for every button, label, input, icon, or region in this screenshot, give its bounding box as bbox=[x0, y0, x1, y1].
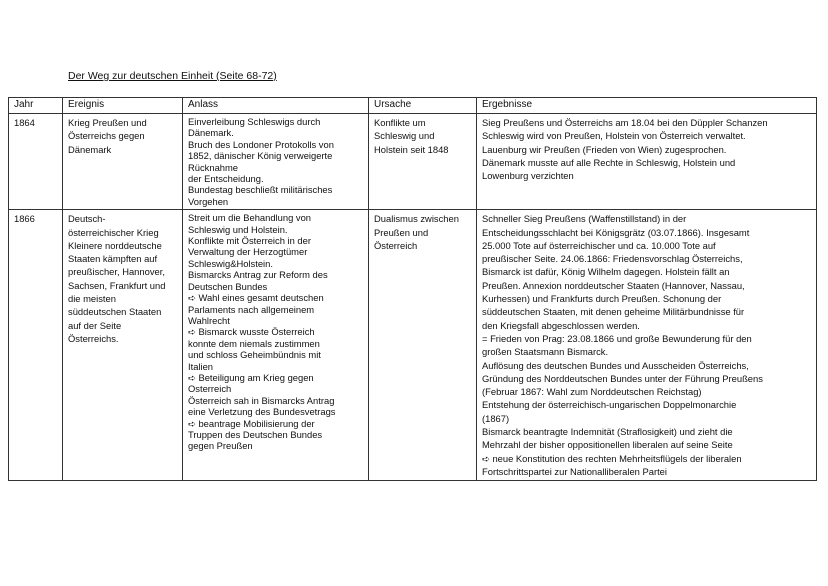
cell-anlass bbox=[183, 114, 369, 210]
cell-ergebnisse bbox=[477, 114, 817, 210]
cell-ereignis-line: Staaten kämpften auf bbox=[68, 253, 158, 265]
cell-ergebnisse-line: Schneller Sieg Preußens (Waffenstillstand) in der bbox=[482, 213, 687, 225]
cell-ergebnisse-line: ➪ neue Konstitution des rechten Mehrheitsflügels der liberalen bbox=[482, 452, 742, 464]
cell-ergebnisse-line: = Frieden von Prag: 23.08.1866 und große Bewunderung für den bbox=[482, 332, 752, 344]
cell-ergebnisse-line: Sieg Preußens und Österreichs am 18.04 bei den Düppler Schanzen bbox=[482, 117, 768, 128]
cell-anlass-line: Wahlrecht bbox=[188, 314, 230, 326]
cell-ergebnisse-line: Mehrzahl der bisher oppositionellen liberalen auf seine Seite bbox=[482, 439, 733, 451]
table-row bbox=[9, 114, 817, 210]
cell-ursache-line: Dualismus zwischen bbox=[374, 213, 459, 225]
cell-anlass-line: eine Verletzung des Bundesvetrags bbox=[188, 406, 336, 418]
cell-ergebnisse-line: Bismarck beantragte Indemnität (Straflosigkeit) und zieht die bbox=[482, 426, 733, 437]
cell-ursache-line: Schleswig und bbox=[374, 130, 435, 142]
cell-ursache-line: Preußen und bbox=[374, 226, 429, 238]
cell-ergebnisse-line: den Kriegsfall abgeschlossen werden. bbox=[482, 319, 640, 331]
cell-anlass-line: ➪ Beteiligung am Krieg gegen bbox=[188, 371, 314, 383]
cell-anlass-line: Vorgehen bbox=[188, 195, 229, 207]
cell-ergebnisse-line: Gründung des Norddeutschen Bundes unter der Führung Preußens bbox=[482, 372, 763, 384]
cell-anlass-line: und schloss Geheimbündnis mit bbox=[188, 349, 321, 361]
cell-ereignis-line: Österreichs. bbox=[68, 332, 119, 344]
cell-anlass-line: gegen Preußen bbox=[188, 440, 253, 452]
cell-anlass-line: ➪ beantrage Mobilisierung der bbox=[188, 417, 315, 429]
cell-ursache-line: Holstein seit 1848 bbox=[374, 143, 449, 155]
header-ursache: Ursache bbox=[369, 98, 477, 114]
cell-ergebnisse-line: Kurhessen) und Frankfurts durch Preußen. Schonung der bbox=[482, 293, 722, 305]
cell-anlass-line: konnte dem niemals zustimmen bbox=[188, 337, 320, 349]
cell-anlass-line: Rücknahme bbox=[188, 161, 239, 173]
cell-anlass-line: Einverleibung Schleswigs durch bbox=[188, 116, 321, 127]
cell-ereignis bbox=[63, 210, 183, 481]
cell-ergebnisse-line: preußischer Seite. 24.06.1866: Friedensvorschlag Österreichs, bbox=[482, 253, 743, 265]
cell-ereignis-line: Krieg Preußen und bbox=[68, 117, 147, 128]
cell-anlass-line: ➪ Bismarck wusste Österreich bbox=[188, 326, 315, 338]
cell-ergebnisse-line: Preußen. Annexion norddeutscher Staaten (Hannover, Nassau, bbox=[482, 279, 745, 291]
cell-anlass-line: Italien bbox=[188, 360, 214, 372]
header-anlass: Anlass bbox=[183, 98, 369, 114]
cell-ereignis-line: Österreichs gegen bbox=[68, 130, 145, 142]
cell-ergebnisse-line: Entstehung der österreichisch-ungarischen Doppelmonarchie bbox=[482, 399, 737, 411]
cell-ergebnisse-line: Bismarck ist dafür, König Wilhelm dagegen. Holstein fällt an bbox=[482, 266, 730, 278]
cell-ergebnisse-line: Schleswig wird von Preußen, Holstein von Österreich verwaltet. bbox=[482, 130, 746, 142]
cell-anlass-line: Parlaments nach allgemeinem bbox=[188, 303, 315, 315]
cell-anlass-line: Verwaltung der Herzogtümer bbox=[188, 246, 308, 258]
cell-ereignis-line: die meisten bbox=[68, 293, 116, 305]
cell-jahr-text: 1864 bbox=[14, 117, 35, 128]
page-title: Der Weg zur deutschen Einheit (Seite 68-72) bbox=[68, 70, 277, 82]
cell-ereignis bbox=[63, 114, 183, 210]
cell-ergebnisse-line: 25.000 Tote auf österreichischer und ca. 10.000 Tote auf bbox=[482, 239, 716, 251]
cell-ergebnisse-line: Entscheidungsschlacht bei Königsgrätz (03.07.1866). Insgesamt bbox=[482, 226, 750, 238]
cell-ergebnisse-line: Lauenburg wir Preußen (Frieden von Wien) zugesprochen. bbox=[482, 143, 727, 155]
cell-anlass-line: Österreich sah in Bismarcks Antrag bbox=[188, 394, 335, 406]
cell-anlass-line: Schleswig&Holstein. bbox=[188, 257, 273, 269]
header-jahr: Jahr bbox=[9, 98, 63, 114]
cell-ursache bbox=[369, 114, 477, 210]
cell-ereignis-line: süddeutschen Staaten bbox=[68, 306, 162, 318]
cell-anlass-line: Konflikte mit Österreich in der bbox=[188, 235, 311, 247]
cell-anlass-line: 1852, dänischer König verweigerte bbox=[188, 150, 333, 162]
cell-anlass-line: Dänemark. bbox=[188, 127, 234, 139]
cell-anlass-line: Deutschen Bundes bbox=[188, 280, 268, 292]
cell-anlass-line: Bismarcks Antrag zur Reform des bbox=[188, 269, 328, 281]
cell-jahr bbox=[9, 114, 63, 210]
cell-ereignis-line: österreichischer Krieg bbox=[68, 226, 159, 238]
cell-ergebnisse-line: Dänemark musste auf alle Rechte in Schleswig, Holstein und bbox=[482, 156, 736, 168]
cell-anlass-line: Osterreich bbox=[188, 383, 232, 395]
cell-ursache bbox=[369, 210, 477, 481]
cell-ursache-line: Österreich bbox=[374, 239, 418, 251]
cell-ergebnisse-line: süddeutschen Staaten, mit denen geheime Militärbundnisse für bbox=[482, 306, 745, 318]
cell-ergebnisse-line: (1867) bbox=[482, 412, 510, 424]
header-ereignis: Ereignis bbox=[63, 98, 183, 114]
cell-ereignis-line: Kleinere norddeutsche bbox=[68, 239, 162, 251]
cell-ereignis-line: Deutsch- bbox=[68, 213, 106, 225]
cell-anlass-line: Streit um die Behandlung von bbox=[188, 212, 311, 224]
cell-ergebnisse-line: Fortschrittspartei zur Nationalliberalen Partei bbox=[482, 465, 667, 477]
cell-ereignis-line: preußischer, Hannover, bbox=[68, 266, 165, 278]
cell-ergebnisse bbox=[477, 210, 817, 481]
history-table bbox=[8, 97, 817, 481]
cell-ursache-line: Konflikte um bbox=[374, 117, 426, 128]
cell-jahr bbox=[9, 210, 63, 481]
table-row bbox=[9, 210, 817, 481]
cell-jahr-text: 1866 bbox=[14, 213, 35, 225]
cell-anlass-line: der Entscheidung. bbox=[188, 173, 264, 185]
cell-anlass-line: Truppen des Deutschen Bundes bbox=[188, 428, 323, 440]
table-header-row bbox=[9, 98, 817, 114]
cell-anlass bbox=[183, 210, 369, 481]
cell-ereignis-line: Sachsen, Frankfurt und bbox=[68, 279, 166, 291]
cell-anlass-line: ➪ Wahl eines gesamt deutschen bbox=[188, 292, 324, 304]
cell-anlass-line: Bundestag beschließt militärisches bbox=[188, 184, 333, 196]
cell-ergebnisse-line: großen Staatsmann Bismarck. bbox=[482, 346, 609, 358]
cell-ergebnisse-line: (Februar 1867: Wahl zum Norddeutschen Reichstag) bbox=[482, 386, 702, 398]
cell-ereignis-line: auf der Seite bbox=[68, 319, 122, 331]
header-ergebnisse: Ergebnisse bbox=[477, 98, 817, 114]
cell-ergebnisse-line: Lowenburg verzichten bbox=[482, 170, 574, 182]
cell-anlass-line: Schleswig und Holstein. bbox=[188, 223, 288, 235]
cell-ereignis-line: Dänemark bbox=[68, 143, 112, 155]
cell-anlass-line: Bruch des Londoner Protokolls von bbox=[188, 138, 334, 150]
cell-ergebnisse-line: Auflösung des deutschen Bundes und Ausscheiden Österreichs, bbox=[482, 359, 749, 371]
